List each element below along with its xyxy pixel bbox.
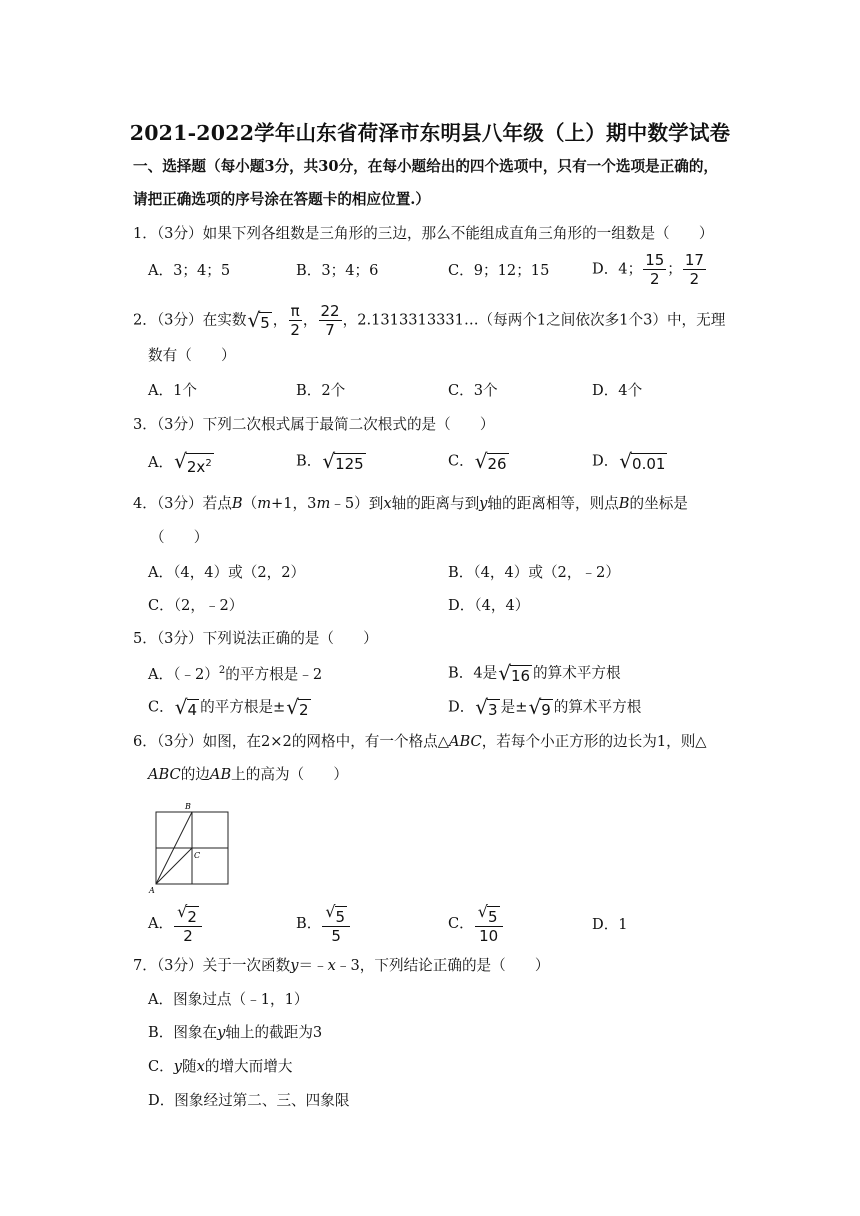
radical: √ 3 xyxy=(475,695,498,719)
fraction: $\frac{17}{2}$ xyxy=(684,251,704,289)
section-heading-line1: 一、选择题（每小题3分，共30分，在每小题给出的四个选项中，只有一个选项是正确的， xyxy=(133,158,719,175)
radical: √ 16 xyxy=(498,661,531,685)
q4-option-c: C．（2，﹣2） xyxy=(148,597,244,614)
q3-option-d: D． √ 0.01 xyxy=(592,449,666,473)
radical: √ 125 xyxy=(322,449,364,473)
q7-option-c: C．y随x的增大而增大 xyxy=(148,1058,293,1075)
q2-option-b: B．2个 xyxy=(296,382,346,399)
segment-ac xyxy=(156,848,192,884)
q6-option-d: D．1 xyxy=(592,916,628,933)
section-heading-line2: 请把正确选项的序号涂在答题卡的相应位置.） xyxy=(133,191,430,208)
q5-option-d: D． √ 3 是± √ 9 的算术平方根 xyxy=(448,695,642,719)
q1-stem: 1．（3分）如果下列各组数是三角形的三边，那么不能组成直角三角形的一组数是（ ） xyxy=(133,225,714,242)
fraction: √ 5 5 xyxy=(322,904,350,944)
q7-option-a: A．图象过点（﹣1，1） xyxy=(148,991,309,1008)
q4-option-d: D．（4，4） xyxy=(448,597,530,614)
q7-stem: 7．（3分）关于一次函数y＝﹣x﹣3，下列结论正确的是（ ） xyxy=(133,957,550,974)
fraction: √ 5 10 xyxy=(475,904,503,944)
radical: √ 2 xyxy=(286,695,309,719)
q5-stem: 5．（3分）下列说法正确的是（ ） xyxy=(133,630,378,647)
q6-stem-line1: 6．（3分）如图，在2×2的网格中，有一个格点△ABC，若每个小正方形的边长为1，则△ xyxy=(133,733,707,750)
q3-option-c: C． √ 26 xyxy=(448,449,507,473)
radical: √ 5 xyxy=(247,308,270,333)
label-c: C xyxy=(194,851,201,860)
q3-option-a: A． √ $2x^2$ xyxy=(148,449,212,476)
radical: √ $2x^2$ xyxy=(174,449,212,476)
page-title: 2021-2022学年山东省荷泽市东明县八年级（上）期中数学试卷 xyxy=(129,121,731,145)
q2-option-a: A．1个 xyxy=(148,382,198,399)
fraction: $\frac{15}{2}$ xyxy=(645,251,665,289)
fraction: √ 2 2 xyxy=(174,904,202,944)
q6-option-c: C． √ 5 10 xyxy=(448,904,504,944)
q4-option-a: A．（4，4）或（2，2） xyxy=(148,564,306,581)
q2-stem-line1: 2．（3分）在实数 √ 5 ， $\frac{\pi}{2}$ ， $\frac{22}{7}$ ，2.1313313331…（每两个1之间依次多1个3）中，无理 xyxy=(133,302,726,340)
label-a: A xyxy=(149,886,155,895)
radical: √ 26 xyxy=(474,449,507,473)
q4-stem-line2: （ ） xyxy=(150,529,209,546)
label-b: B xyxy=(185,802,191,811)
q1-option-a: A．3；4；5 xyxy=(148,262,231,279)
q6-option-a: A． √ 2 2 xyxy=(148,904,203,944)
q6-stem-line2: ABC的边AB上的高为（ ） xyxy=(148,766,348,783)
q4-stem-line1: 4．（3分）若点B（m+1，3m﹣5）到x轴的距离与到y轴的距离相等，则点B的坐标是 xyxy=(133,495,688,512)
q3-stem: 3．（3分）下列二次根式属于最简二次根式的是（ ） xyxy=(133,416,495,433)
radical: √ 4 xyxy=(174,695,198,719)
q2-option-d: D．4个 xyxy=(592,382,643,399)
q2-option-c: C．3个 xyxy=(448,382,498,399)
q1-option-d: D．4； $\frac{15}{2}$ ； $\frac{17}{2}$ xyxy=(592,251,704,289)
q1-option-c: C．9；12；15 xyxy=(448,262,550,279)
q5-option-b: B．4是 √ 16 的算术平方根 xyxy=(448,661,621,685)
grid-figure xyxy=(148,800,238,896)
radical: √ 0.01 xyxy=(619,449,666,473)
q4-option-b: B．（4，4）或（2，﹣2） xyxy=(448,564,620,581)
q3-option-b: B． √ 125 xyxy=(296,449,364,473)
q5-option-c: C． √ 4 的平方根是± √ 2 xyxy=(148,695,309,719)
fraction: $\frac{22}{7}$ xyxy=(320,302,340,340)
fraction: $\frac{\pi}{2}$ xyxy=(290,302,300,340)
radical: √ 9 xyxy=(528,695,551,719)
q7-option-d: D．图象经过第二、三、四象限 xyxy=(148,1092,350,1109)
q2-stem-line2: 数有（ ） xyxy=(148,347,236,364)
q7-option-b: B．图象在y轴上的截距为3 xyxy=(148,1024,323,1041)
q1-option-b: B．3；4；6 xyxy=(296,262,379,279)
q1-d-prefix: D．4； xyxy=(592,260,643,278)
q5-option-a: A．（﹣2）$^2$的平方根是﹣2 xyxy=(148,665,323,683)
q6-option-b: B． √ 5 5 xyxy=(296,904,351,944)
